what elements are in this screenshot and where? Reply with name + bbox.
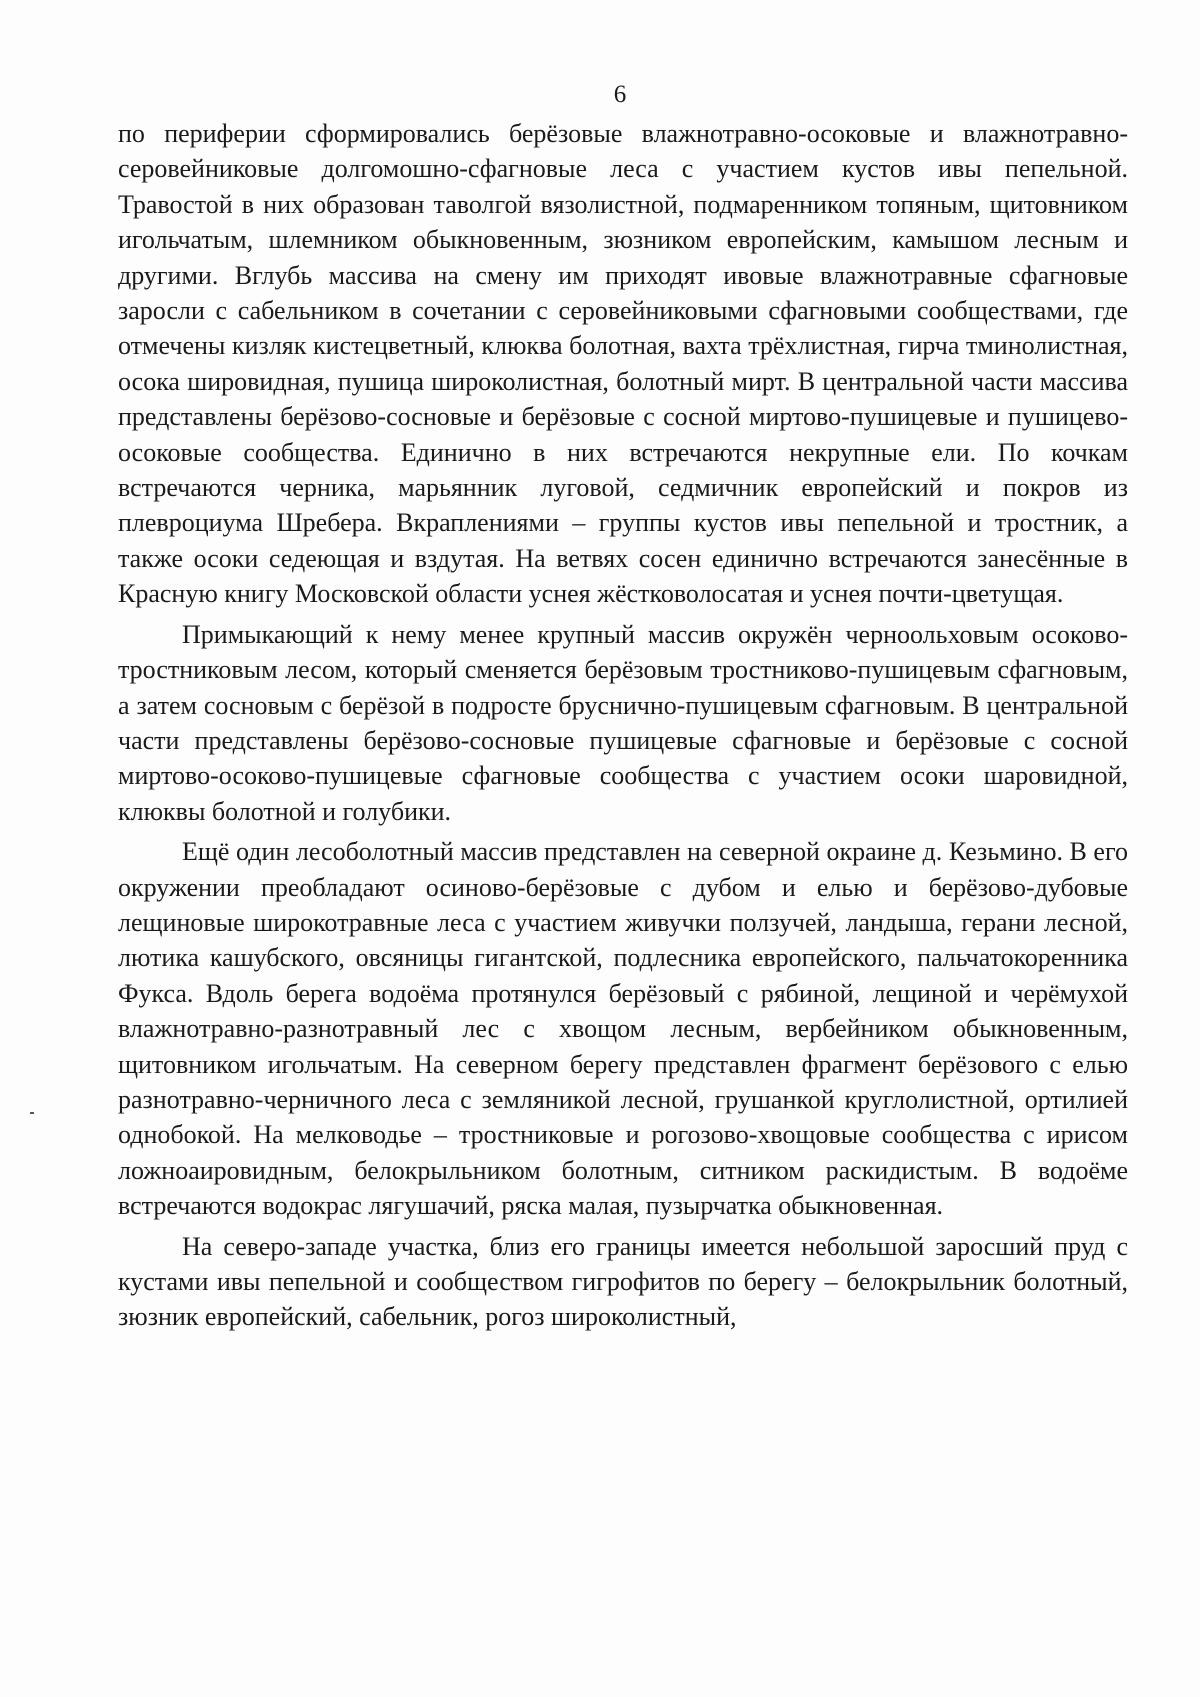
paragraph-2: Примыкающий к нему менее крупный массив окружён черноольховым осоково-тростниковым лесом, который сменяется берёзовым тростниково-пушицевым сфагновым, а затем сосновым с берёзой в подросте бруснично-пушицевым сфагновым. В центральной части представлены берёзово-сосновые пушицевые сфагновые и берёзовые с сосной миртово-осоково-пушицевые сфагновые сообщества с участием осоки шаровидной, клюквы болотной и голубики. [118, 619, 1128, 826]
paragraph-4: На северо-западе участка, близ его границы имеется небольшой заросший пруд с кустами ивы пепельной и сообществом гигрофитов по берегу – белокрыльник болотный, зюзник европейский, сабельник, рогоз широколистный, [118, 1231, 1128, 1332]
page-number: 6 [613, 81, 627, 108]
document-body [118, 116, 1128, 1340]
scan-artifact [30, 1112, 34, 1114]
paragraph-3: Ещё один лесоболотный массив представлен на северной окраине д. Кезьмино. В его окружении преобладают осиново-берёзовые с дубом и елью и берёзово-дубовые лещиновые широкотравные леса с участием живучки ползучей, ландыша, герани лесной, лютика кашубского, овсяницы гигантской, подлесника европейского, пальчатокоренника Фукса. Вдоль берега водоёма протянулся берёзовый с рябиной, лещиной и черёмухой влажнотравно-разнотравный лес с хвощом лесным, вербейником обыкновенным, щитовником игольчатым. На северном берегу представлен фрагмент берёзового с елью разнотравно-черничного леса с земляникой лесной, грушанкой круглолистной, ортилией однобокой. На мелководье – тростниковые и рогозово-хвощовые сообщества с ирисом ложноаировидным, белокрыльником болотным, ситником раскидистым. В водоёме встречаются водокрас лягушачий, ряска малая, пузырчатка обыкновенная. [118, 837, 1128, 1221]
paragraph-1: по периферии сформировались берёзовые влажнотравно-осоковые и влажнотравно-серовейниковые долгомошно-сфагновые леса с участием кустов ивы пепельной. Травостой в них образован таволгой вязолистной, подмаренником топяным, щитовником игольчатым, шлемником обыкновенным, зюзником европейским, камышом лесным и другими. Вглубь массива на смену им приходят ивовые влажнотравные сфагновые заросли с сабельником в сочетании с серовейниковыми сфагновыми сообществами, где отмечены кизляк кистецветный, клюква болотная, вахта трёхлистная, гирча тминолистная, осока шировидная, пушица широколистная, болотный мирт. В центральной части массива представлены берёзово-сосновые и берёзовые с сосной миртово-пушицевые и пушицево-осоковые сообщества. Единично в них встречаются некрупные ели. По кочкам встречаются черника, марьянник луговой, седмичник европейский и покров из плевроциума Шребера. Вкраплениями – группы кустов ивы пепельной и тростник, а также осоки седеющая и вздутая. На ветвях сосен единично встречаются занесённые в Красную книгу Московской области уснея жёстковолосатая и уснея почти-цветущая. [118, 119, 1128, 609]
